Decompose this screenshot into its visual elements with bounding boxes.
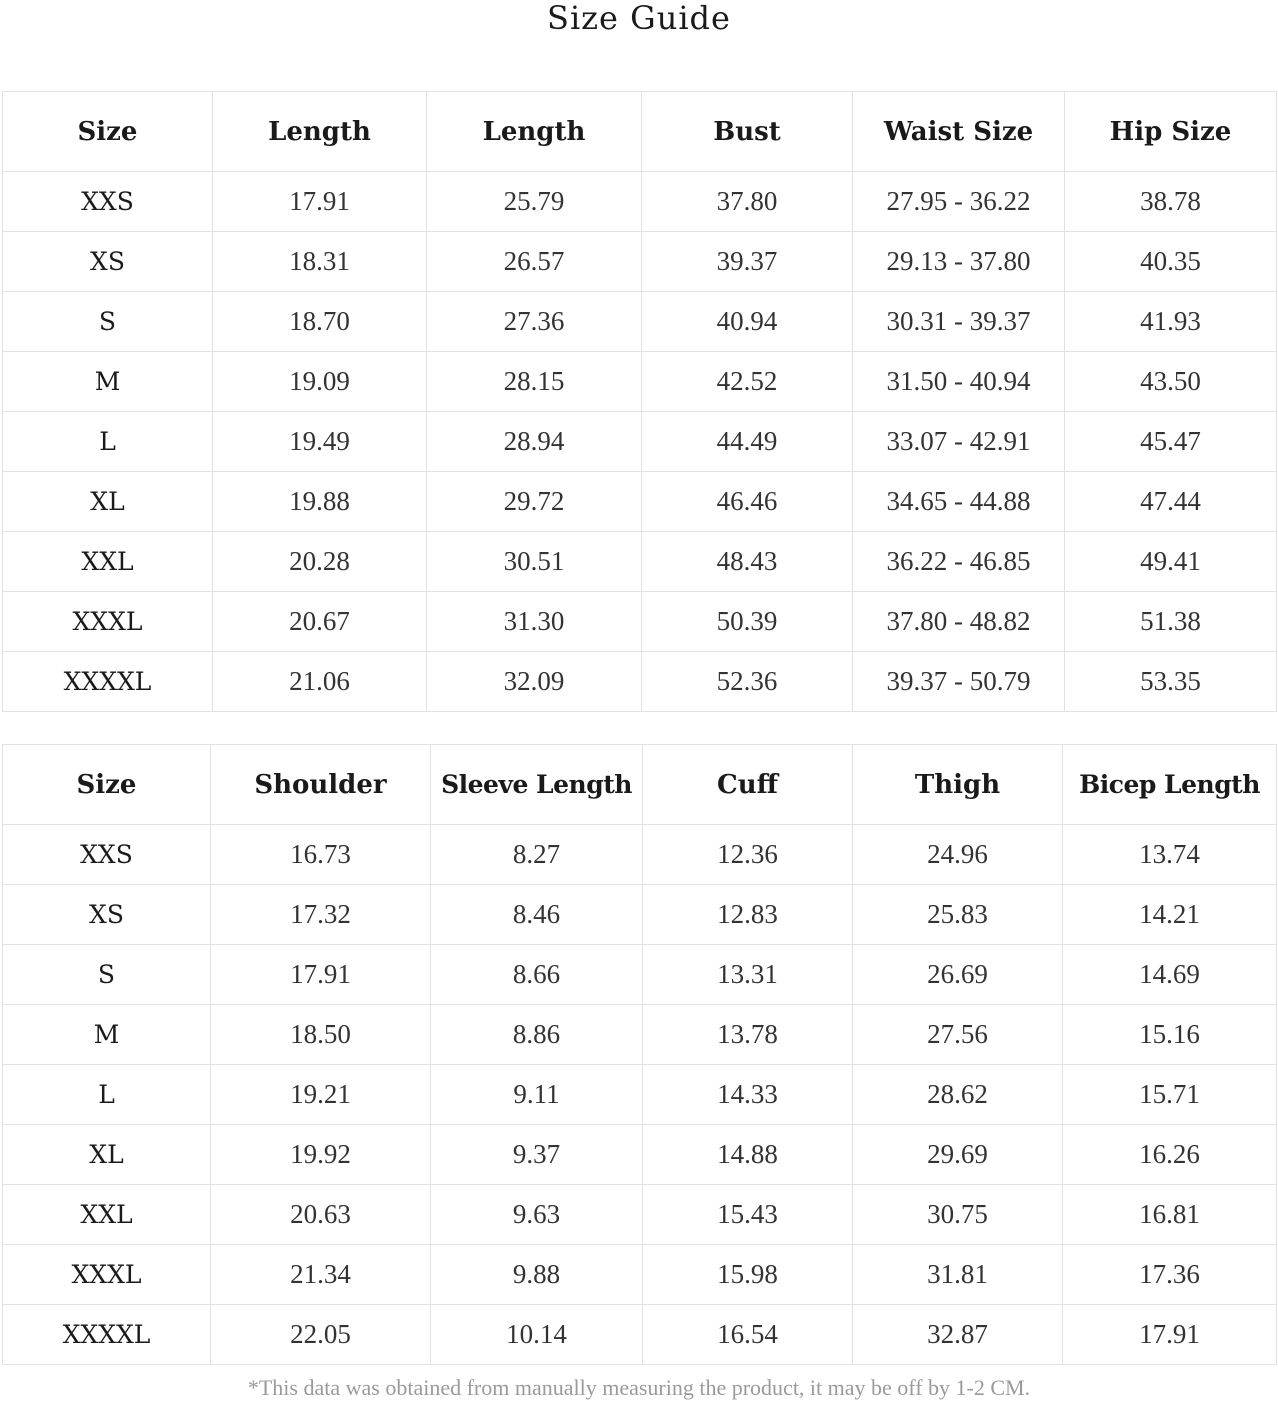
measurement-cell: 16.73 <box>211 825 431 885</box>
measurement-cell: 15.71 <box>1063 1065 1277 1125</box>
table-row <box>3 412 1277 472</box>
measurement-cell: 12.83 <box>643 885 853 945</box>
page-title: Size Guide <box>547 0 731 37</box>
measurement-cell: 47.44 <box>1065 472 1277 532</box>
measurement-cell: 39.37 <box>642 232 853 292</box>
measurement-cell: 14.69 <box>1063 945 1277 1005</box>
measurement-cell: 16.54 <box>643 1305 853 1365</box>
size-cell: L <box>3 1065 211 1125</box>
measurement-cell: 8.66 <box>431 945 643 1005</box>
table-row <box>3 1125 1277 1185</box>
measurement-cell: 19.49 <box>213 412 427 472</box>
measurement-cell: 28.15 <box>427 352 642 412</box>
size-cell: XXS <box>3 172 213 232</box>
measurement-cell: 19.92 <box>211 1125 431 1185</box>
measurement-cell: 16.26 <box>1063 1125 1277 1185</box>
measurement-cell: 40.35 <box>1065 232 1277 292</box>
measurement-cell: 26.57 <box>427 232 642 292</box>
size-cell: L <box>3 412 213 472</box>
measurement-cell: 15.16 <box>1063 1005 1277 1065</box>
size-cell: XXL <box>3 532 213 592</box>
measurement-cell: 46.46 <box>642 472 853 532</box>
measurement-cell: 19.09 <box>213 352 427 412</box>
measurement-cell: 20.28 <box>213 532 427 592</box>
measurement-cell: 15.43 <box>643 1185 853 1245</box>
measurement-cell: 53.35 <box>1065 652 1277 712</box>
measurement-cell: 13.31 <box>643 945 853 1005</box>
size-cell: XXXXL <box>3 1305 211 1365</box>
measurement-cell: 30.31 - 39.37 <box>853 292 1065 352</box>
table-row <box>3 885 1277 945</box>
measurement-cell: 18.50 <box>211 1005 431 1065</box>
measurement-cell: 49.41 <box>1065 532 1277 592</box>
measurement-cell: 17.32 <box>211 885 431 945</box>
size-cell: S <box>3 292 213 352</box>
measurement-cell: 19.21 <box>211 1065 431 1125</box>
measurement-cell: 36.22 - 46.85 <box>853 532 1065 592</box>
size-cell: XXXL <box>3 592 213 652</box>
size-cell: XL <box>3 1125 211 1185</box>
header-row <box>3 745 1277 825</box>
table-row <box>3 352 1277 412</box>
measurement-cell: 14.88 <box>643 1125 853 1185</box>
measurement-cell: 32.09 <box>427 652 642 712</box>
measurement-cell: 8.86 <box>431 1005 643 1065</box>
measurement-cell: 17.91 <box>213 172 427 232</box>
table-row <box>3 232 1277 292</box>
measurement-cell: 43.50 <box>1065 352 1277 412</box>
measurement-cell: 9.11 <box>431 1065 643 1125</box>
table-header <box>3 92 1277 172</box>
measurement-cell: 12.36 <box>643 825 853 885</box>
measurement-cell: 44.49 <box>642 412 853 472</box>
measurement-cell: 31.30 <box>427 592 642 652</box>
measurement-cell: 37.80 <box>642 172 853 232</box>
size-cell: XS <box>3 232 213 292</box>
measurement-cell: 14.21 <box>1063 885 1277 945</box>
column-header: Hip Size <box>1065 92 1277 172</box>
measurement-cell: 10.14 <box>431 1305 643 1365</box>
size-cell: S <box>3 945 211 1005</box>
column-header: Sleeve Length <box>431 745 643 825</box>
measurement-cell: 51.38 <box>1065 592 1277 652</box>
table-row <box>3 1005 1277 1065</box>
measurement-cell: 14.33 <box>643 1065 853 1125</box>
measurement-cell: 19.88 <box>213 472 427 532</box>
measurement-cell: 16.81 <box>1063 1185 1277 1245</box>
table-row <box>3 292 1277 352</box>
size-cell: XL <box>3 472 213 532</box>
table-body <box>3 172 1277 712</box>
table-row <box>3 172 1277 232</box>
measurement-cell: 21.34 <box>211 1245 431 1305</box>
size-cell: XXL <box>3 1185 211 1245</box>
size-table-extremities <box>2 744 1277 1365</box>
size-cell: M <box>3 1005 211 1065</box>
measurement-cell: 29.72 <box>427 472 642 532</box>
table-row <box>3 945 1277 1005</box>
measurement-cell: 25.79 <box>427 172 642 232</box>
size-cell: XXS <box>3 825 211 885</box>
table-body <box>3 825 1277 1365</box>
table-row <box>3 592 1277 652</box>
measurement-cell: 41.93 <box>1065 292 1277 352</box>
measurement-cell: 13.74 <box>1063 825 1277 885</box>
measurement-cell: 18.70 <box>213 292 427 352</box>
measurement-cell: 31.50 - 40.94 <box>853 352 1065 412</box>
column-header: Size <box>3 745 211 825</box>
measurement-cell: 15.98 <box>643 1245 853 1305</box>
measurement-cell: 9.37 <box>431 1125 643 1185</box>
measurement-cell: 48.43 <box>642 532 853 592</box>
measurement-cell: 17.36 <box>1063 1245 1277 1305</box>
column-header: Size <box>3 92 213 172</box>
column-header: Waist Size <box>853 92 1065 172</box>
column-header: Length <box>427 92 642 172</box>
measurement-cell: 20.67 <box>213 592 427 652</box>
measurement-cell: 27.95 - 36.22 <box>853 172 1065 232</box>
header-row <box>3 92 1277 172</box>
measurement-cell: 8.46 <box>431 885 643 945</box>
measurement-cell: 33.07 - 42.91 <box>853 412 1065 472</box>
measurement-cell: 21.06 <box>213 652 427 712</box>
table-row <box>3 825 1277 885</box>
measurement-cell: 17.91 <box>211 945 431 1005</box>
measurement-cell: 52.36 <box>642 652 853 712</box>
table-header <box>3 745 1277 825</box>
measurement-cell: 50.39 <box>642 592 853 652</box>
measurement-cell: 22.05 <box>211 1305 431 1365</box>
measurement-cell: 30.51 <box>427 532 642 592</box>
measurement-cell: 32.87 <box>853 1305 1063 1365</box>
column-header: Bust <box>642 92 853 172</box>
measurement-cell: 28.94 <box>427 412 642 472</box>
measurement-cell: 18.31 <box>213 232 427 292</box>
table-row <box>3 532 1277 592</box>
table-row <box>3 1065 1277 1125</box>
column-header: Length <box>213 92 427 172</box>
table-row <box>3 1185 1277 1245</box>
measurement-cell: 37.80 - 48.82 <box>853 592 1065 652</box>
measurement-cell: 38.78 <box>1065 172 1277 232</box>
size-cell: M <box>3 352 213 412</box>
size-cell: XS <box>3 885 211 945</box>
measurement-cell: 42.52 <box>642 352 853 412</box>
measurement-cell: 28.62 <box>853 1065 1063 1125</box>
table-row <box>3 472 1277 532</box>
measurement-cell: 45.47 <box>1065 412 1277 472</box>
measurement-cell: 8.27 <box>431 825 643 885</box>
measurement-cell: 13.78 <box>643 1005 853 1065</box>
measurement-cell: 30.75 <box>853 1185 1063 1245</box>
measurement-cell: 29.69 <box>853 1125 1063 1185</box>
measurement-cell: 39.37 - 50.79 <box>853 652 1065 712</box>
size-cell: XXXXL <box>3 652 213 712</box>
column-header: Cuff <box>643 745 853 825</box>
table-row <box>3 1305 1277 1365</box>
measurement-cell: 9.63 <box>431 1185 643 1245</box>
measurement-cell: 26.69 <box>853 945 1063 1005</box>
size-table-body <box>2 91 1277 712</box>
measurement-cell: 9.88 <box>431 1245 643 1305</box>
measurement-cell: 34.65 - 44.88 <box>853 472 1065 532</box>
column-header: Shoulder <box>211 745 431 825</box>
size-cell: XXXL <box>3 1245 211 1305</box>
measurement-cell: 40.94 <box>642 292 853 352</box>
column-header: Thigh <box>853 745 1063 825</box>
measurement-cell: 27.36 <box>427 292 642 352</box>
measurement-cell: 31.81 <box>853 1245 1063 1305</box>
measurement-cell: 25.83 <box>853 885 1063 945</box>
measurement-footnote: *This data was obtained from manually measuring the product, it may be off by 1-2 CM. <box>247 1375 1031 1400</box>
table-row <box>3 652 1277 712</box>
measurement-cell: 20.63 <box>211 1185 431 1245</box>
column-header: Bicep Length <box>1063 745 1277 825</box>
table-row <box>3 1245 1277 1305</box>
measurement-cell: 17.91 <box>1063 1305 1277 1365</box>
measurement-cell: 29.13 - 37.80 <box>853 232 1065 292</box>
measurement-cell: 24.96 <box>853 825 1063 885</box>
measurement-cell: 27.56 <box>853 1005 1063 1065</box>
